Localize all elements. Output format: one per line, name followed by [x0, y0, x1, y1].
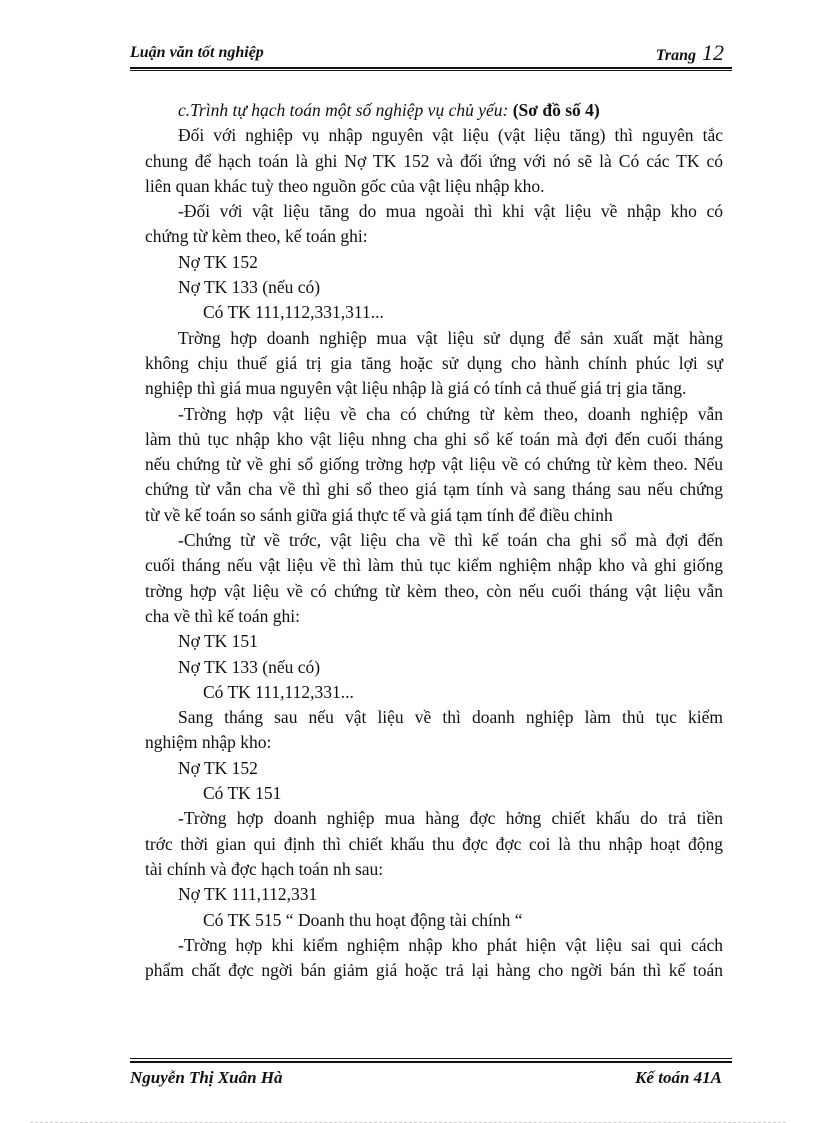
paragraph-line: tài chính và đợc hạch toán nh sau: — [145, 858, 384, 879]
page-label: Trang — [655, 47, 696, 64]
paragraph: -Chứng từ về trớc, vật liệu cha về thì kế toán cha ghi sổ mà đợi đến — [178, 530, 723, 551]
paragraph-line: cuối tháng nếu vật liệu về thì làm thủ tục kiểm nghiệm nhập kho và ghi giống — [145, 555, 723, 576]
entry-debit: Nợ TK 152 — [178, 757, 258, 778]
page-footer — [130, 1064, 730, 1094]
paragraph-line: phẩm chất đợc ngời bán giảm giá hoặc trả lại hàng cho ngời bán thì kế toán — [145, 960, 723, 981]
paragraph-line: trờng hợp vật liệu về có chứng từ kèm theo, còn nếu cuối tháng vật liệu vẫn — [145, 580, 723, 601]
entry-debit: Nợ TK 133 (nếu có) — [178, 656, 321, 677]
document-body — [145, 98, 723, 983]
entry-credit: Có TK 111,112,331... — [203, 681, 354, 702]
paragraph-line: chứng từ kèm theo, kế toán ghi: — [145, 226, 368, 247]
page-number: 12 — [702, 40, 724, 65]
header-page — [656, 40, 724, 66]
footer-author: Nguyễn Thị Xuân Hà — [130, 1068, 283, 1087]
header-rule — [130, 67, 732, 69]
entry-debit: Nợ TK 152 — [178, 251, 258, 272]
paragraph-line: nghiệm nhập kho: — [145, 732, 272, 753]
paragraph-line: nếu chứng từ về ghi sổ giống trờng hợp vật liệu về có chứng từ kèm theo. Nếu — [145, 454, 723, 475]
paragraph: -Trờng hợp khi kiểm nghiệm nhập kho phát hiện vật liệu sai qui cách — [178, 934, 723, 955]
heading-diagram-ref: (Sơ đồ số 4) — [512, 100, 600, 120]
paragraph-line: cha về thì kế toán ghi: — [145, 605, 301, 626]
paragraph: -Trờng hợp doanh nghiệp mua hàng đợc hởng chiết khấu do trả tiền — [178, 808, 723, 829]
header-title: Luận văn tốt nghiệp — [130, 44, 264, 61]
paragraph: Trờng hợp doanh nghiệp mua vật liệu sử dụng để sản xuất mặt hàng — [178, 327, 723, 348]
entry-debit: Nợ TK 111,112,331 — [178, 884, 318, 905]
paragraph-line: chứng từ vẫn cha về thì ghi sổ theo giá tạm tính và sang tháng sau nếu chứng — [145, 479, 723, 500]
paragraph-line: liên quan khác tuỳ theo nguồn gốc của vật liệu nhập kho. — [145, 175, 545, 196]
entry-debit: Nợ TK 133 (nếu có) — [178, 277, 321, 298]
footer-class: Kế toán 41A — [635, 1068, 722, 1087]
paragraph-line: làm thủ tục nhập kho vật liệu nhng cha ghi sổ kế toán mà đợi đến cuối tháng — [145, 428, 723, 449]
paragraph-line: trớc thời gian qui định thì chiết khấu thu đợc đợc coi là thu nhập hoạt động — [145, 833, 723, 854]
page-header — [130, 38, 730, 66]
paragraph-line: chung để hạch toán là ghi Nợ TK 152 và đối ứng với nó sẽ là Có các TK có — [145, 150, 723, 171]
section-heading — [145, 98, 723, 123]
paragraph-line: nghiệp thì giá mua nguyên vật liệu nhập là giá có tính cả thuế giá trị gia tăng. — [145, 378, 687, 399]
entry-credit: Có TK 111,112,331,311... — [203, 302, 384, 323]
heading-main: c.Trình tự hạch toán một số nghiệp vụ chủ yếu: — [178, 100, 513, 120]
entry-credit: Có TK 515 “ Doanh thu hoạt động tài chính “ — [203, 909, 523, 930]
paragraph-line: không chịu thuế giá trị gia tăng hoặc sử dụng cho hành chính phúc lợi sự — [145, 352, 723, 373]
footer-rule-thin — [130, 1058, 732, 1059]
entry-debit: Nợ TK 151 — [178, 631, 258, 652]
header-rule-thin — [130, 70, 732, 71]
entry-credit: Có TK 151 — [203, 783, 282, 804]
paragraph: -Trờng hợp vật liệu về cha có chứng từ kèm theo, doanh nghiệp vẫn — [178, 403, 723, 424]
paragraph: Sang tháng sau nếu vật liệu về thì doanh nghiệp làm thủ tục kiểm — [178, 707, 723, 728]
paragraph: -Đối với vật liệu tăng do mua ngoài thì khi vật liệu về nhập kho có — [178, 201, 723, 222]
paragraph-line: từ về kế toán so sánh giữa giá thực tế và giá tạm tính để điều chỉnh — [145, 504, 613, 525]
footer-rule — [130, 1061, 732, 1063]
paragraph: Đối với nghiệp vụ nhập nguyên vật liệu (vật liệu tăng) thì nguyên tắc — [178, 125, 723, 146]
